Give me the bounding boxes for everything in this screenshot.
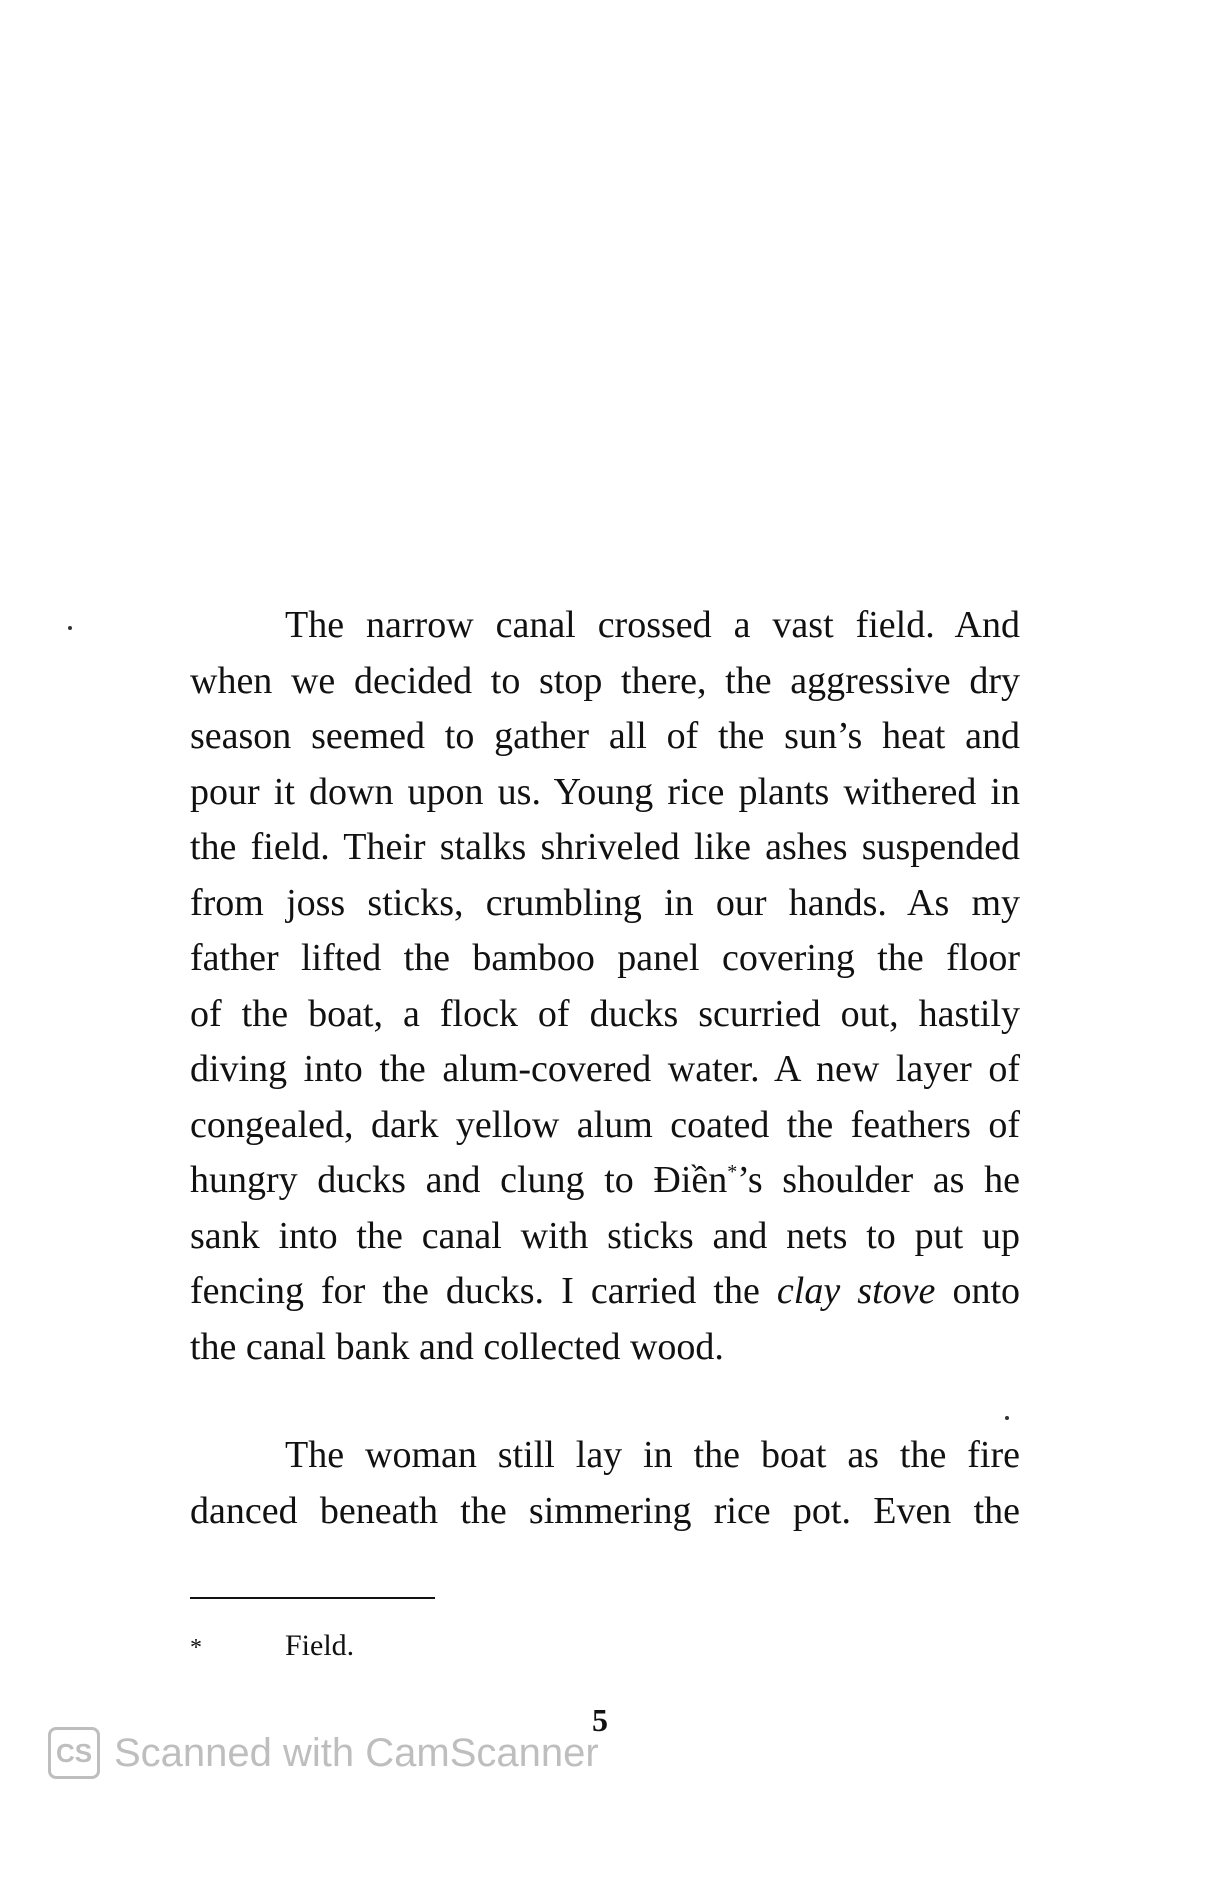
text-segment: hungry ducks and clung to Điền [190, 1159, 728, 1201]
text-line: of the boat, a flock of ducks scurried out, hastily [190, 992, 1020, 1035]
italic-term: clay stove [776, 1270, 936, 1312]
text-line: diving into the alum-covered water. A new layer of [190, 1048, 1020, 1090]
text-line: danced beneath the simmering rice pot. Even the [190, 1489, 1020, 1532]
text-line: sank into the canal with sticks and nets to put up [190, 1214, 1020, 1257]
text-line: congealed, dark yellow alum coated the feathers of [190, 1103, 1020, 1146]
text-segment: fencing for the ducks. I carried the [190, 1270, 777, 1312]
text-line: The narrow canal crossed a vast field. And [285, 604, 1020, 646]
footnote-divider [190, 1597, 435, 1599]
text-line: the field. Their stalks shriveled like ashes suspended [190, 826, 1020, 868]
footnote [190, 1626, 354, 1668]
text-line [190, 1264, 1020, 1320]
scan-speck [68, 626, 72, 630]
scan-speck [1005, 1416, 1009, 1420]
text-line: from joss sticks, crumbling in our hands. As my [190, 881, 1020, 924]
text-line: season seemed to gather all of the sun’s heat and [190, 715, 1020, 757]
page-number: 5 [592, 1702, 608, 1738]
text-segment: ’s shoulder as he [737, 1159, 1020, 1201]
watermark-text: Scanned with CamScanner [114, 1730, 599, 1775]
text-line: when we decided to stop there, the aggressive dry [190, 659, 1020, 702]
text-line [190, 1153, 1020, 1209]
text-segment: onto [935, 1270, 1021, 1312]
footnote-marker: * [190, 1635, 202, 1661]
text-line: pour it down upon us. Young rice plants withered in [190, 770, 1020, 813]
text-line: the canal bank and collected wood. [190, 1325, 724, 1368]
camscanner-logo-icon: CS [48, 1727, 100, 1779]
camscanner-watermark [48, 1727, 599, 1779]
footnote-text: Field. [285, 1629, 355, 1662]
footnote-reference: * [727, 1161, 738, 1183]
paragraph-2 [190, 1428, 1020, 1539]
text-line: father lifted the bamboo panel covering the floor [190, 937, 1020, 979]
paragraph-1 [190, 598, 1020, 1375]
text-line: The woman still lay in the boat as the fire [285, 1434, 1020, 1476]
